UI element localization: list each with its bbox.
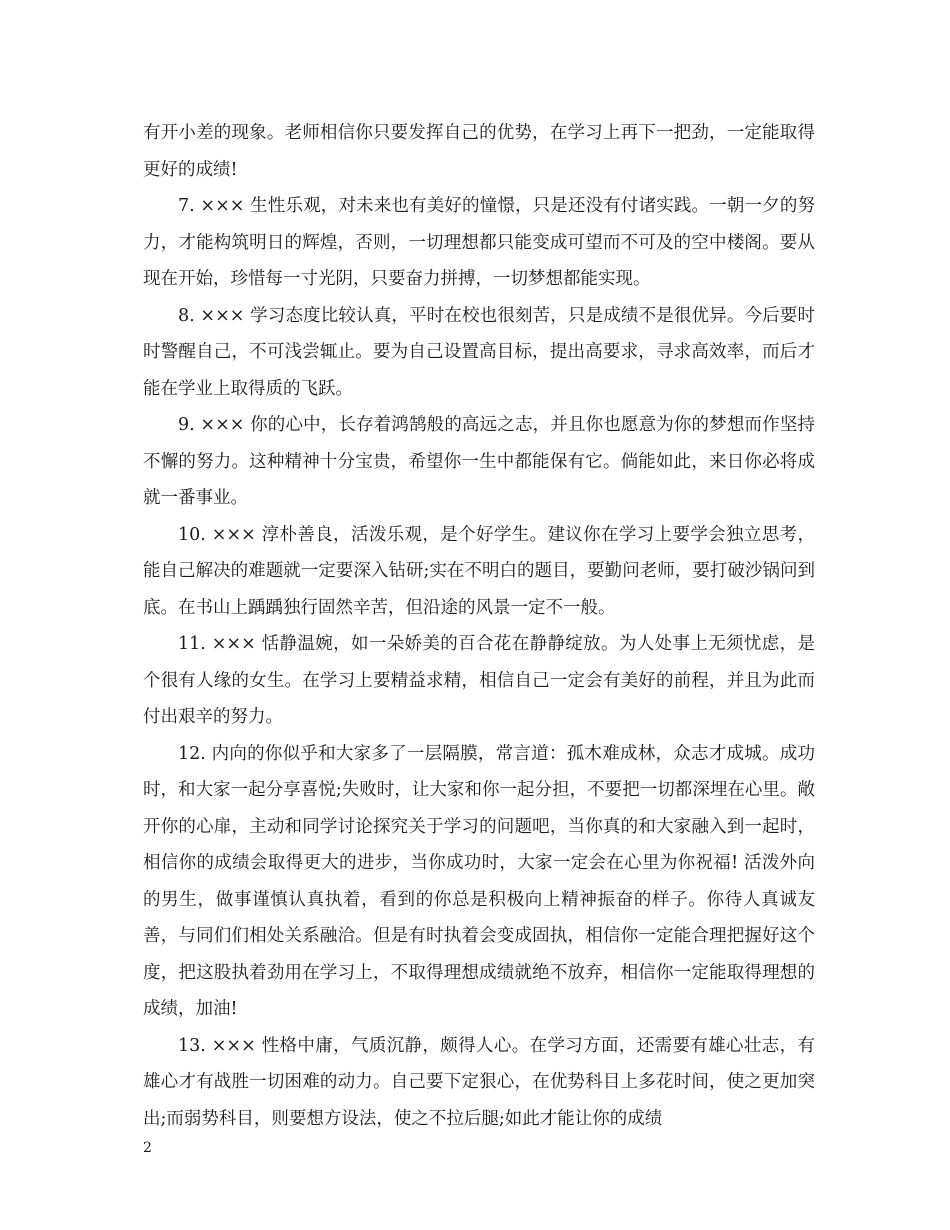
paragraph-comment-10: 10. ××× 淳朴善良，活泼乐观，是个好学生。建议你在学习上要学会独立思考，能自己解决的难题就一定要深入钻研;实在不明白的题目，要勤问老师，要打破沙锅问到底。在书山上踽踽独行固然辛苦，但沿途的风景一定不一般。 xyxy=(143,524,815,618)
paragraph-comment-11: 11. ××× 恬静温婉，如一朵娇美的百合花在静静绽放。为人处事上无须忧虑，是个很有人缘的女生。在学习上要精益求精，相信自己一定会有美好的前程，并且为此而付出艰辛的努力。 xyxy=(143,634,815,727)
paragraph-comment-8: 8. ××× 学习态度比较认真，平时在校也很刻苦，只是成绩不是很优异。今后要时时警醒自己，不可浅尝辄止。要为自己设置高目标，提出高要求，寻求高效率，而后才能在学业上取得质的飞跃。 xyxy=(143,305,815,399)
paragraph-comment-13: 13. ××× 性格中庸，气质沉静，颇得人心。在学习方面，还需要有雄心壮志，有雄心才有战胜一切困难的动力。自己要下定狠心，在优势科目上多花时间，使之更加突出;而弱势科目，则要想方设法，使之不拉后腿;如此才能让你的成绩 xyxy=(143,1035,815,1129)
paragraph-continuation: 有开小差的现象。老师相信你只要发挥自己的优势，在学习上再下一把劲，一定能取得更好的成绩! xyxy=(143,123,815,180)
page-number: 2 xyxy=(143,1140,152,1156)
paragraph-comment-7: 7. ××× 生性乐观，对未来也有美好的憧憬，只是还没有付诸实践。一朝一夕的努力，才能构筑明日的辉煌，否则，一切理想都只能变成可望而不可及的空中楼阁。要从现在开始，珍惜每一寸光阴，只要奋力拼搏，一切梦想都能实现。 xyxy=(143,196,815,289)
paragraph-comment-12: 12. 内向的你似乎和大家多了一层隔膜，常言道：孤木难成林，众志才成城。成功时，和大家一起分享喜悦;失败时，让大家和你一起分担，不要把一切都深埋在心里。敞开你的心扉，主动和同学讨论探究关于学习的问题吧，当你真的和大家融入到一起时，相信你的成绩会取得更大的进步，当你成功时，大家一定会在心里为你祝福! 活泼外向的男生，做事谨慎认真执着，看到的你总是积极向上精神振奋的样子。你待人真诚友善，与同们们相处关系融洽。但是有时执着会变成固执，相信你一定能合理把握好这个度，把这股执着劲用在学习上，不取得理想成绩就绝不放弃，相信你一定能取得理想的成绩，加油! xyxy=(143,743,815,1019)
document-body xyxy=(143,115,815,1137)
paragraph-comment-9: 9. ××× 你的心中，长存着鸿鹄般的高远之志，并且你也愿意为你的梦想而作坚持不懈的努力。这种精神十分宝贵，希望你一生中都能保有它。倘能如此，来日你必将成就一番事业。 xyxy=(143,415,815,508)
